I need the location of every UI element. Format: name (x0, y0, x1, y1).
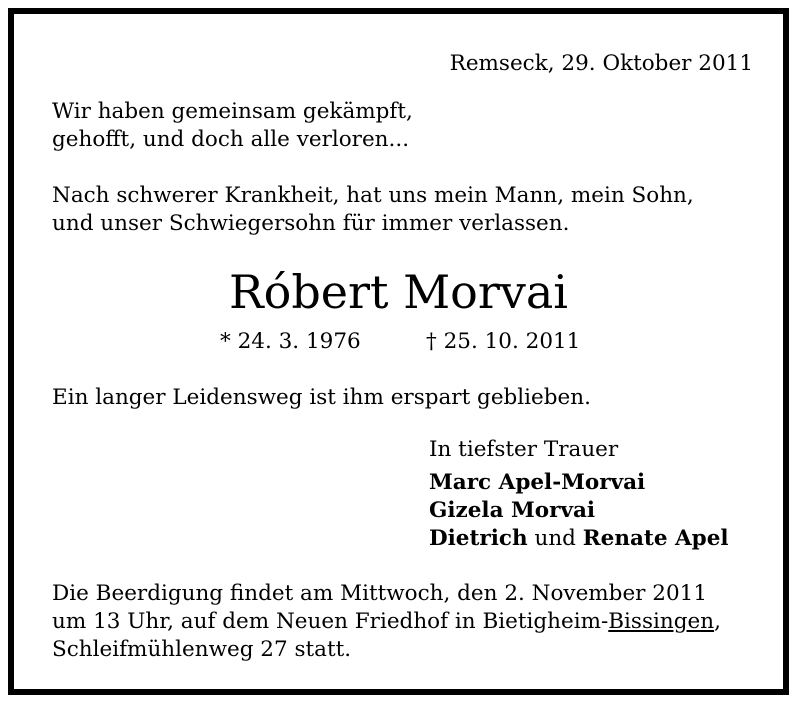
funeral-line-2a: um 13 Uhr, auf dem Neuen Friedhof in Bietigheim- (52, 609, 609, 634)
funeral-line-2 (52, 608, 721, 636)
announcement-text (52, 182, 694, 238)
funeral-info (52, 580, 721, 664)
birth-date: * 24. 3. 1976 (220, 329, 361, 354)
deceased-name: Róbert Morvai (228, 265, 568, 319)
opening-quote (52, 98, 413, 154)
mourners-block (429, 436, 729, 553)
funeral-line-1: Die Beerdigung findet am Mittwoch, den 2. November 2011 (52, 581, 707, 606)
announcement-line-2: und unser Schwiegersohn für immer verlassen. (52, 211, 570, 236)
obituary-notice (8, 8, 789, 695)
death-date: † 25. 10. 2011 (426, 329, 581, 354)
place-date: Remseck, 29. Oktober 2011 (449, 51, 753, 76)
mourner-1: Marc Apel-Morvai (429, 470, 646, 495)
funeral-place-link: Bissingen (608, 609, 715, 634)
quote-line-1: Wir haben gemeinsam gekämpft, (52, 99, 413, 124)
mourner-2: Gizela Morvai (429, 498, 596, 523)
mourner-connector: und (534, 526, 576, 551)
announcement-line-1: Nach schwerer Krankheit, hat uns mein Mann, mein Sohn, (52, 183, 694, 208)
mourning-intro: In tiefster Trauer (429, 437, 619, 462)
mourner-3a: Dietrich (429, 526, 528, 551)
mourner-3 (429, 525, 729, 553)
mourner-3b: Renate Apel (582, 526, 729, 551)
quote-line-2: gehofft, und doch alle verloren... (52, 127, 410, 152)
relief-line: Ein langer Leidensweg ist ihm erspart geblieben. (52, 385, 591, 410)
funeral-line-2c: , (714, 609, 721, 634)
funeral-line-3: Schleifmühlenweg 27 statt. (52, 637, 352, 662)
